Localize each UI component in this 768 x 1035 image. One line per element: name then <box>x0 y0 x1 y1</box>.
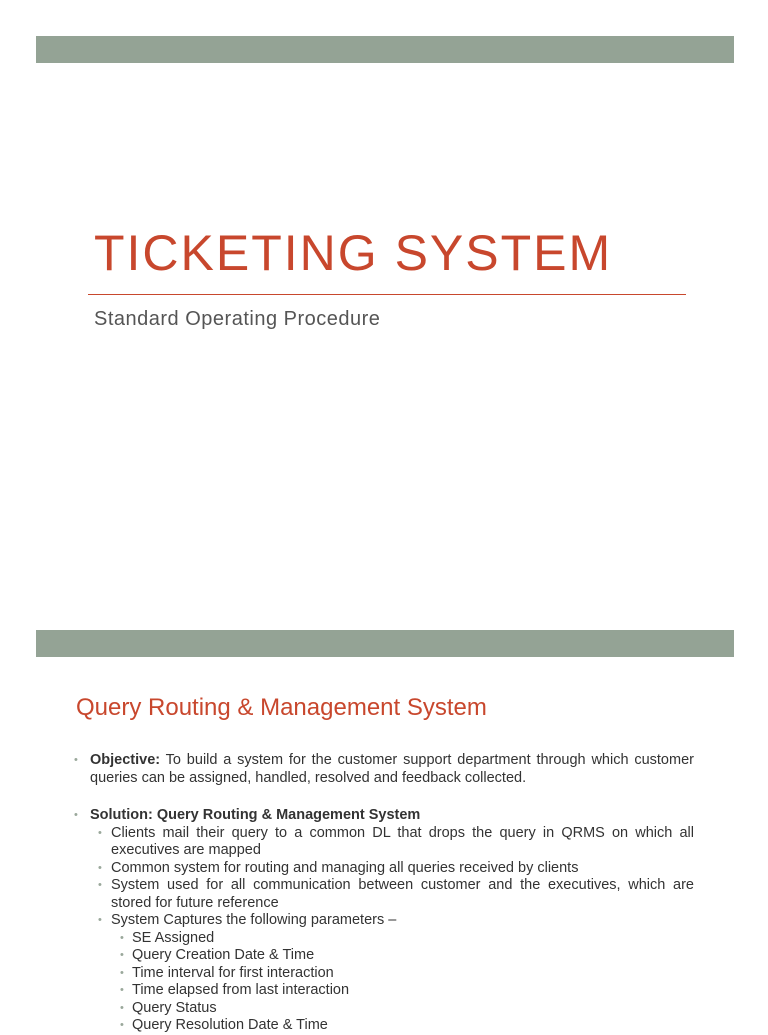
bullet-icon: • <box>120 931 124 944</box>
section-title: Query Routing & Management System <box>76 694 487 721</box>
bullet-icon: • <box>120 966 124 979</box>
bullet-icon: • <box>120 949 124 961</box>
sub-item <box>74 825 694 860</box>
section-bar <box>36 630 734 657</box>
solution-label: Solution: Query Routing & Management System <box>90 807 421 823</box>
parameter-item <box>74 947 694 965</box>
parameter-text: Query Creation Date & Time <box>132 947 315 963</box>
parameter-item <box>74 965 694 983</box>
slide-subtitle: Standard Operating Procedure <box>94 308 381 330</box>
parameter-text: Query Status <box>132 999 217 1016</box>
section-body <box>74 752 694 1035</box>
bullet-icon: • <box>120 984 124 996</box>
parameter-text: Time interval for first interaction <box>132 964 334 981</box>
bullet-icon: • <box>98 914 102 926</box>
sub-item <box>74 912 694 930</box>
objective-item <box>74 752 694 787</box>
bullet-icon: • <box>98 861 102 874</box>
bullet-icon: • <box>120 1001 124 1014</box>
header-bar <box>36 36 734 63</box>
slide-title: TICKETING SYSTEM <box>94 225 613 281</box>
bullet-icon: • <box>120 1019 124 1031</box>
title-divider <box>88 294 686 295</box>
sub-item <box>74 860 694 878</box>
bullet-icon: • <box>98 826 102 839</box>
bullet-icon: • <box>74 809 78 821</box>
parameter-item <box>74 1000 694 1018</box>
parameter-item <box>74 1017 694 1035</box>
sub-item <box>74 877 694 912</box>
sub-item-text: Common system for routing and managing all queries received by clients <box>111 859 579 876</box>
objective-text: To build a system for the customer support department through which customer queries can be assigned, handled, resolved and feedback collected. <box>90 752 694 786</box>
parameter-text: SE Assigned <box>132 929 215 946</box>
parameter-item <box>74 982 694 1000</box>
sub-item-text: Clients mail their query to a common DL that drops the query in QRMS on which all executives are mapped <box>111 824 694 858</box>
sub-item-text: System used for all communication between customer and the executives, which are stored for future reference <box>111 877 694 911</box>
spacer <box>74 787 694 807</box>
bullet-icon: • <box>98 879 102 891</box>
parameter-text: Query Resolution Date & Time <box>132 1017 328 1033</box>
sub-item-text: System Captures the following parameters – <box>111 912 397 928</box>
parameter-text: Time elapsed from last interaction <box>132 982 350 998</box>
solution-item <box>74 807 694 825</box>
bullet-icon: • <box>74 754 78 766</box>
parameter-item <box>74 930 694 948</box>
objective-label: Objective: <box>90 752 161 768</box>
